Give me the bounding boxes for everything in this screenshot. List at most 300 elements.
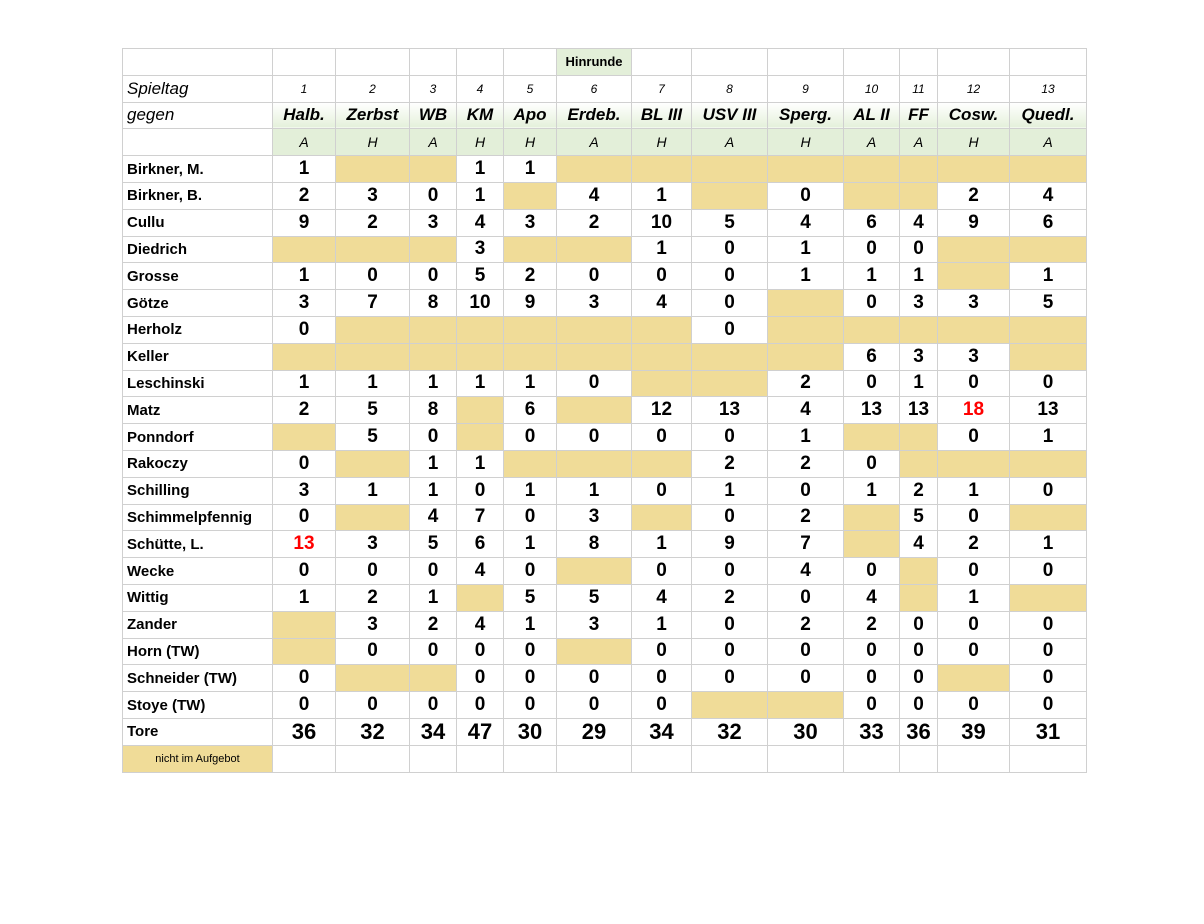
- home-away-row: [123, 129, 1087, 156]
- goal-cell: 1: [632, 236, 692, 263]
- goal-cell: 4: [557, 182, 632, 209]
- player-name: Schilling: [123, 477, 273, 504]
- totals-row: [123, 718, 1087, 745]
- goal-cell: 0: [844, 290, 900, 317]
- total-cell: 33: [844, 718, 900, 745]
- goal-cell: 1: [938, 584, 1010, 611]
- goal-cell: 0: [1010, 692, 1087, 719]
- blank-cell: [900, 745, 938, 772]
- goal-cell: 0: [632, 638, 692, 665]
- goal-cell: [938, 316, 1010, 343]
- goal-cell: 0: [692, 665, 768, 692]
- player-name: Birkner, B.: [123, 182, 273, 209]
- opponent-name: WB: [410, 102, 457, 129]
- goal-cell: [938, 156, 1010, 183]
- home-away-flag: A: [900, 129, 938, 156]
- goal-cell: 1: [504, 156, 557, 183]
- goal-cell: 1: [457, 156, 504, 183]
- goal-cell: 1: [768, 263, 844, 290]
- blank-cell: [768, 49, 844, 76]
- goal-cell: 0: [844, 638, 900, 665]
- goal-cell: 9: [504, 290, 557, 317]
- goal-cell: 1: [273, 263, 336, 290]
- opponent-row-label: gegen: [123, 102, 273, 129]
- goal-cell: 4: [457, 558, 504, 585]
- player-name: Matz: [123, 397, 273, 424]
- goal-cell: 0: [768, 638, 844, 665]
- goal-cell: [504, 316, 557, 343]
- goal-cell: 2: [768, 450, 844, 477]
- goal-cell: 0: [1010, 477, 1087, 504]
- goal-cell: 0: [336, 692, 410, 719]
- goal-cell: 0: [938, 692, 1010, 719]
- goal-cell: 0: [504, 424, 557, 451]
- goal-cell: 13: [692, 397, 768, 424]
- goal-cell: [1010, 584, 1087, 611]
- goal-cell: [410, 156, 457, 183]
- home-away-flag: H: [768, 129, 844, 156]
- goal-cell: 5: [1010, 290, 1087, 317]
- goal-cell: 2: [938, 531, 1010, 558]
- goal-cell: [273, 611, 336, 638]
- goal-cell: 0: [457, 477, 504, 504]
- goal-cell: 0: [504, 638, 557, 665]
- goal-cell: [336, 236, 410, 263]
- opponent-name: Erdeb.: [557, 102, 632, 129]
- goal-cell: [457, 316, 504, 343]
- goal-cell: 0: [336, 558, 410, 585]
- blank-cell: [844, 49, 900, 76]
- player-row: [123, 316, 1087, 343]
- goal-cell: 0: [692, 424, 768, 451]
- goal-cell: [768, 692, 844, 719]
- goal-cell: 1: [336, 477, 410, 504]
- goal-cell: 3: [557, 290, 632, 317]
- goal-cell: 2: [410, 611, 457, 638]
- goal-cell: 2: [768, 504, 844, 531]
- goal-cell: [900, 584, 938, 611]
- goal-cell: 0: [336, 638, 410, 665]
- player-row: [123, 156, 1087, 183]
- goal-cell: 9: [938, 209, 1010, 236]
- player-row: [123, 692, 1087, 719]
- goal-cell: [632, 450, 692, 477]
- matchday-number: 10: [844, 75, 900, 102]
- goal-cell: [1010, 156, 1087, 183]
- blank-cell: [410, 49, 457, 76]
- home-away-flag: H: [504, 129, 557, 156]
- goal-cell: 5: [410, 531, 457, 558]
- goal-cell: 2: [768, 370, 844, 397]
- goal-cell: 6: [1010, 209, 1087, 236]
- blank-cell: [410, 745, 457, 772]
- goal-cell: 1: [844, 263, 900, 290]
- goal-cell: 0: [632, 263, 692, 290]
- home-away-flag: A: [273, 129, 336, 156]
- goal-cell: 1: [1010, 531, 1087, 558]
- goal-cell: [768, 290, 844, 317]
- goal-cell: [632, 316, 692, 343]
- goal-cell: [844, 424, 900, 451]
- player-name: Wittig: [123, 584, 273, 611]
- goal-cell: [844, 182, 900, 209]
- goal-cell: 1: [1010, 424, 1087, 451]
- goal-cell: 5: [900, 504, 938, 531]
- goal-cell: 5: [336, 397, 410, 424]
- goal-cell: 4: [410, 504, 457, 531]
- goal-cell: 13: [900, 397, 938, 424]
- blank-cell: [692, 49, 768, 76]
- total-cell: 31: [1010, 718, 1087, 745]
- goal-cell: [410, 343, 457, 370]
- goal-cell: 18: [938, 397, 1010, 424]
- goal-cell: 2: [844, 611, 900, 638]
- goal-cell: 1: [632, 531, 692, 558]
- goal-cell: 0: [336, 263, 410, 290]
- goal-cell: 12: [632, 397, 692, 424]
- matchday-number: 9: [768, 75, 844, 102]
- player-name: Horn (TW): [123, 638, 273, 665]
- player-name: Schütte, L.: [123, 531, 273, 558]
- goal-cell: 2: [938, 182, 1010, 209]
- goal-cell: 0: [692, 290, 768, 317]
- goal-cell: 8: [557, 531, 632, 558]
- blank-cell: [336, 745, 410, 772]
- goal-cell: 2: [768, 611, 844, 638]
- goal-cell: 9: [692, 531, 768, 558]
- goal-cell: 1: [900, 263, 938, 290]
- goal-cell: 1: [692, 477, 768, 504]
- blank-cell: [273, 745, 336, 772]
- goal-cell: 7: [457, 504, 504, 531]
- round-header-row: [123, 49, 1087, 76]
- goal-cell: [557, 316, 632, 343]
- blank-cell: [1010, 745, 1087, 772]
- total-cell: 47: [457, 718, 504, 745]
- player-row: [123, 397, 1087, 424]
- player-row: [123, 504, 1087, 531]
- goal-cell: [336, 504, 410, 531]
- player-row: [123, 638, 1087, 665]
- goal-cell: 0: [768, 584, 844, 611]
- goal-cell: [938, 263, 1010, 290]
- total-cell: 39: [938, 718, 1010, 745]
- goal-cell: 0: [692, 558, 768, 585]
- goal-cell: 13: [844, 397, 900, 424]
- home-away-flag: A: [410, 129, 457, 156]
- player-row: [123, 584, 1087, 611]
- goal-cell: [900, 182, 938, 209]
- goal-cell: 1: [457, 450, 504, 477]
- home-away-flag: H: [632, 129, 692, 156]
- goal-cell: 1: [900, 370, 938, 397]
- blank-cell: [504, 49, 557, 76]
- home-away-flag: H: [336, 129, 410, 156]
- opponent-name: KM: [457, 102, 504, 129]
- goal-cell: 0: [844, 450, 900, 477]
- goal-cell: 9: [273, 209, 336, 236]
- goal-cell: 3: [900, 343, 938, 370]
- goals-table: [122, 48, 1087, 773]
- goal-cell: 4: [632, 584, 692, 611]
- matchday-number: 8: [692, 75, 768, 102]
- goal-cell: [336, 665, 410, 692]
- total-cell: 34: [632, 718, 692, 745]
- goal-cell: [504, 236, 557, 263]
- goal-cell: 0: [938, 558, 1010, 585]
- goal-cell: 6: [844, 343, 900, 370]
- matchday-number: 13: [1010, 75, 1087, 102]
- goal-cell: 0: [844, 236, 900, 263]
- player-name: Birkner, M.: [123, 156, 273, 183]
- blank-cell: [123, 49, 273, 76]
- goal-cell: 0: [632, 424, 692, 451]
- goal-cell: 1: [410, 370, 457, 397]
- matchday-number: 6: [557, 75, 632, 102]
- goal-cell: 0: [844, 665, 900, 692]
- goal-cell: 3: [336, 611, 410, 638]
- blank-cell: [1010, 49, 1087, 76]
- matchday-number: 5: [504, 75, 557, 102]
- player-name: Zander: [123, 611, 273, 638]
- blank-cell: [557, 745, 632, 772]
- goal-cell: 0: [900, 692, 938, 719]
- goal-cell: [457, 584, 504, 611]
- player-name: Grosse: [123, 263, 273, 290]
- goal-cell: 0: [692, 504, 768, 531]
- goal-cell: 2: [692, 450, 768, 477]
- goal-cell: 1: [273, 156, 336, 183]
- goal-cell: 3: [273, 290, 336, 317]
- goal-cell: [410, 665, 457, 692]
- player-row: [123, 611, 1087, 638]
- opponent-name: Zerbst: [336, 102, 410, 129]
- goal-cell: [938, 236, 1010, 263]
- goal-cell: 1: [768, 424, 844, 451]
- goal-cell: [632, 156, 692, 183]
- goal-cell: [557, 450, 632, 477]
- opponent-name: Sperg.: [768, 102, 844, 129]
- goal-cell: 3: [273, 477, 336, 504]
- goal-cell: 1: [1010, 263, 1087, 290]
- goal-cell: 3: [557, 611, 632, 638]
- goal-cell: 0: [1010, 558, 1087, 585]
- home-away-flag: A: [557, 129, 632, 156]
- goal-cell: 1: [273, 370, 336, 397]
- goal-cell: 4: [768, 209, 844, 236]
- goal-cell: 0: [692, 263, 768, 290]
- goal-cell: 0: [692, 236, 768, 263]
- matchday-number: 3: [410, 75, 457, 102]
- blank-cell: [768, 745, 844, 772]
- goal-cell: [844, 504, 900, 531]
- player-row: [123, 209, 1087, 236]
- goal-cell: 0: [692, 611, 768, 638]
- goal-cell: [1010, 316, 1087, 343]
- goal-cell: [900, 558, 938, 585]
- player-name: Schneider (TW): [123, 665, 273, 692]
- goal-cell: 8: [410, 397, 457, 424]
- player-row: [123, 236, 1087, 263]
- goal-cell: [900, 156, 938, 183]
- matchday-number: 11: [900, 75, 938, 102]
- totals-label: Tore: [123, 718, 273, 745]
- goal-cell: 0: [273, 558, 336, 585]
- total-cell: 36: [273, 718, 336, 745]
- goal-cell: 0: [457, 665, 504, 692]
- player-name: Leschinski: [123, 370, 273, 397]
- goal-cell: 0: [768, 477, 844, 504]
- home-away-flag: H: [457, 129, 504, 156]
- goal-cell: [504, 450, 557, 477]
- goal-cell: 5: [457, 263, 504, 290]
- goal-cell: 0: [900, 665, 938, 692]
- goal-cell: [632, 504, 692, 531]
- blank-cell: [632, 745, 692, 772]
- goal-cell: 0: [1010, 665, 1087, 692]
- goal-cell: 1: [504, 611, 557, 638]
- goal-cell: 10: [457, 290, 504, 317]
- goal-cell: 0: [632, 692, 692, 719]
- goal-cell: 0: [692, 638, 768, 665]
- goal-cell: 3: [938, 343, 1010, 370]
- goal-cell: 3: [557, 504, 632, 531]
- player-row: [123, 370, 1087, 397]
- goal-cell: 0: [457, 638, 504, 665]
- goal-cell: [557, 156, 632, 183]
- goal-cell: 0: [1010, 638, 1087, 665]
- matchday-number: 12: [938, 75, 1010, 102]
- goal-cell: [768, 316, 844, 343]
- goal-cell: [457, 343, 504, 370]
- goal-cell: 2: [900, 477, 938, 504]
- goal-cell: 0: [900, 611, 938, 638]
- goal-cell: [504, 182, 557, 209]
- goal-cell: 0: [504, 558, 557, 585]
- goal-cell: [900, 424, 938, 451]
- goal-cell: 0: [768, 182, 844, 209]
- goal-cell: 0: [938, 611, 1010, 638]
- goal-cell: [1010, 450, 1087, 477]
- goal-cell: 0: [938, 370, 1010, 397]
- goal-cell: 0: [844, 370, 900, 397]
- goal-cell: [632, 370, 692, 397]
- player-row: [123, 343, 1087, 370]
- blank-cell: [844, 745, 900, 772]
- goal-cell: [557, 236, 632, 263]
- goal-cell: 0: [410, 638, 457, 665]
- player-row: [123, 290, 1087, 317]
- goal-cell: 6: [844, 209, 900, 236]
- goal-cell: 2: [557, 209, 632, 236]
- matchday-number: 1: [273, 75, 336, 102]
- player-name: Schimmelpfennig: [123, 504, 273, 531]
- goal-cell: [273, 424, 336, 451]
- goal-cell: 3: [410, 209, 457, 236]
- goal-cell: [557, 343, 632, 370]
- goal-cell: [938, 450, 1010, 477]
- goal-cell: 0: [557, 263, 632, 290]
- goal-cell: 0: [273, 504, 336, 531]
- goal-cell: [632, 343, 692, 370]
- goal-cell: 4: [768, 558, 844, 585]
- total-cell: 32: [692, 718, 768, 745]
- home-away-flag: A: [844, 129, 900, 156]
- blank-cell: [938, 745, 1010, 772]
- matchday-row: [123, 75, 1087, 102]
- goal-cell: 0: [410, 558, 457, 585]
- goal-cell: [1010, 504, 1087, 531]
- goal-cell: [457, 424, 504, 451]
- goal-cell: 0: [273, 692, 336, 719]
- goal-cell: 4: [1010, 182, 1087, 209]
- goal-cell: [768, 156, 844, 183]
- goal-cell: 0: [692, 316, 768, 343]
- goal-cell: [336, 316, 410, 343]
- goal-cell: 0: [900, 638, 938, 665]
- goal-cell: 0: [410, 424, 457, 451]
- goal-cell: [692, 370, 768, 397]
- goal-cell: [557, 558, 632, 585]
- goal-cell: 1: [504, 370, 557, 397]
- goal-cell: 8: [410, 290, 457, 317]
- matchday-number: 2: [336, 75, 410, 102]
- goal-cell: [692, 692, 768, 719]
- blank-cell: [123, 129, 273, 156]
- goal-cell: [557, 638, 632, 665]
- goal-cell: 5: [692, 209, 768, 236]
- home-away-flag: A: [692, 129, 768, 156]
- player-name: Stoye (TW): [123, 692, 273, 719]
- goal-cell: 1: [844, 477, 900, 504]
- goal-cell: 0: [900, 236, 938, 263]
- goal-cell: [844, 316, 900, 343]
- player-name: Keller: [123, 343, 273, 370]
- goal-cell: [273, 236, 336, 263]
- goal-cell: 1: [410, 584, 457, 611]
- opponent-name: Apo: [504, 102, 557, 129]
- player-name: Wecke: [123, 558, 273, 585]
- goal-cell: 3: [504, 209, 557, 236]
- goal-cell: 0: [1010, 611, 1087, 638]
- goal-cell: 6: [504, 397, 557, 424]
- matchday-row-label: Spieltag: [123, 75, 273, 102]
- goal-cell: 0: [273, 316, 336, 343]
- goal-cell: 4: [457, 209, 504, 236]
- goal-cell: 3: [900, 290, 938, 317]
- goal-cell: 0: [557, 665, 632, 692]
- goal-cell: [273, 343, 336, 370]
- goal-cell: 1: [632, 182, 692, 209]
- goal-cell: 2: [336, 584, 410, 611]
- goal-cell: 0: [632, 558, 692, 585]
- blank-cell: [273, 49, 336, 76]
- total-cell: 30: [768, 718, 844, 745]
- goal-cell: 0: [938, 638, 1010, 665]
- opponent-name: FF: [900, 102, 938, 129]
- goal-cell: 1: [457, 370, 504, 397]
- goal-cell: 2: [273, 182, 336, 209]
- goal-cell: 0: [632, 665, 692, 692]
- legend-absent: nicht im Aufgebot: [123, 745, 273, 772]
- goal-cell: [900, 450, 938, 477]
- goal-cell: [844, 531, 900, 558]
- home-away-flag: H: [938, 129, 1010, 156]
- goal-cell: 4: [900, 209, 938, 236]
- goal-cell: 4: [900, 531, 938, 558]
- goal-cell: [457, 397, 504, 424]
- blank-cell: [504, 745, 557, 772]
